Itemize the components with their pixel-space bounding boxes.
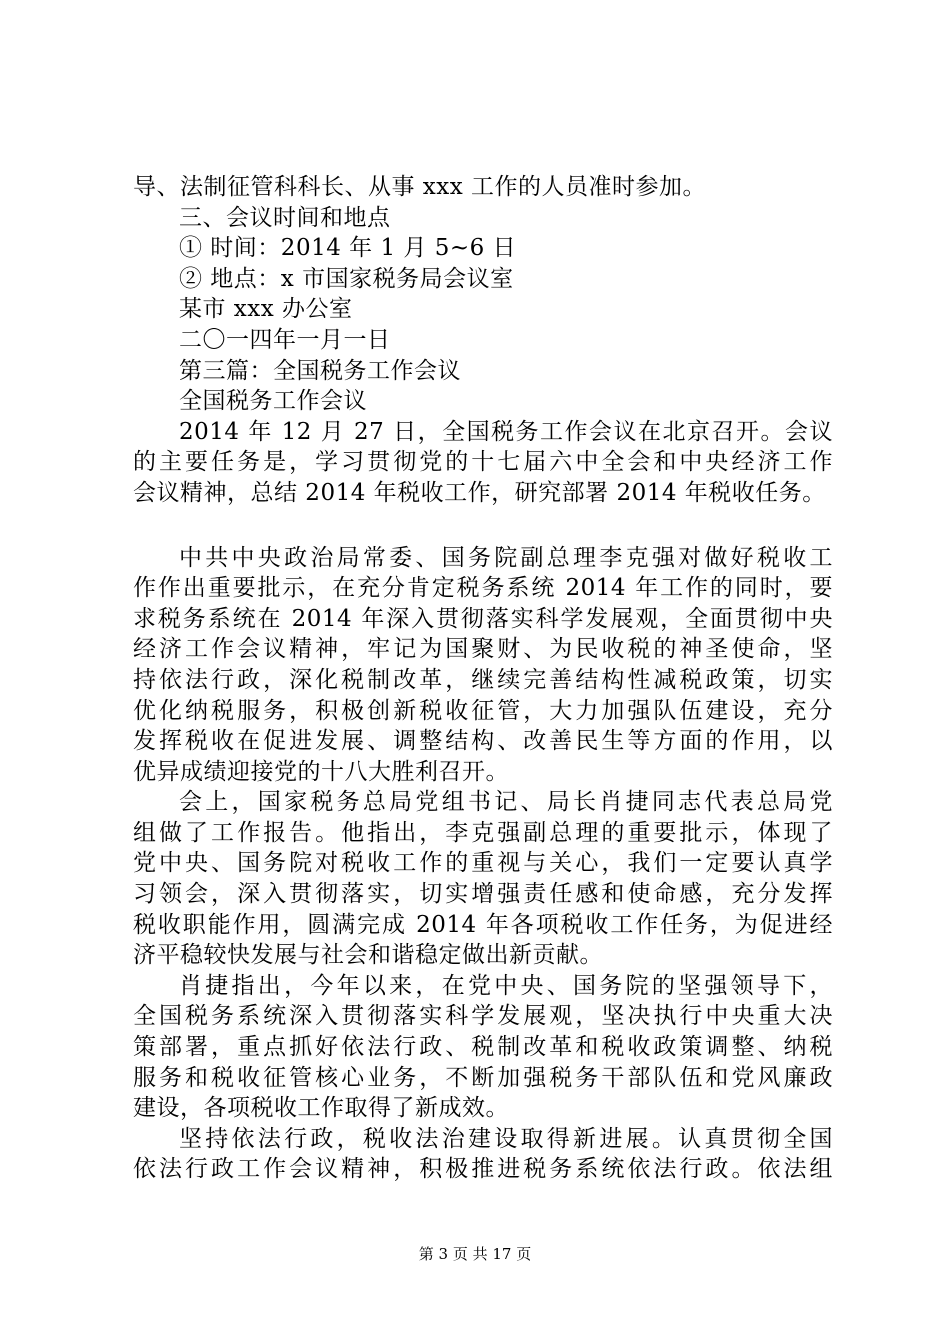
text-line: 会议精神，总结 2014 年税收工作，研究部署 2014 年税收任务。	[133, 479, 826, 506]
text-line: 导、法制征管科科长、从事 xxx 工作的人员准时参加。	[133, 174, 707, 200]
article-title: 全国税务工作会议	[179, 388, 367, 415]
section-heading: 三、会议时间和地点	[179, 204, 391, 231]
text-line: 求税务系统在 2014 年深入贯彻落实科学发展观，全面贯彻中央	[133, 605, 833, 632]
text-line: 组做了工作报告。他指出，李克强副总理的重要批示，体现了	[133, 819, 833, 846]
page-footer: 第 3 页 共 17 页	[418, 1245, 532, 1263]
text-line: 全国税务系统深入贯彻落实科学发展观，坚决执行中央重大决	[133, 1003, 833, 1030]
text-line: 2014 年 12 月 27 日，全国税务工作会议在北京召开。会议	[179, 418, 833, 445]
text-line: 优异成绩迎接党的十八大胜利召开。	[133, 758, 509, 785]
meeting-location: ② 地点：x 市国家税务局会议室	[179, 265, 514, 292]
text-line: 的主要任务是，学习贯彻党的十七届六中全会和中央经济工作	[133, 449, 833, 476]
text-line: 会上，国家税务总局党组书记、局长肖捷同志代表总局党	[179, 789, 833, 816]
text-line: 坚持依法行政，税收法治建设取得新进展。认真贯彻全国	[179, 1125, 833, 1152]
text-line: 经济工作会议精神，牢记为国聚财、为民收税的神圣使命，坚	[133, 636, 833, 663]
issuer: 某市 xxx 办公室	[179, 296, 353, 323]
paragraph-2	[133, 543, 833, 788]
text-line: 中共中央政治局常委、国务院副总理李克强对做好税收工	[179, 544, 833, 571]
paragraph-spacer	[133, 509, 833, 543]
issue-date: 二〇一四年一月一日	[179, 326, 391, 353]
text-line: 策部署，重点抓好依法行政、税制改革和税收政策调整、纳税	[133, 1034, 833, 1061]
text-line: 济平稳较快发展与社会和谐稳定做出新贡献。	[133, 942, 603, 969]
paragraph-4	[133, 971, 833, 1124]
text-line: 优化纳税服务，积极创新税收征管，大力加强队伍建设，充分	[133, 697, 833, 724]
text-line: 作作出重要批示，在充分肯定税务系统 2014 年工作的同时，要	[133, 575, 833, 602]
meeting-time: ① 时间：2014 年 1 月 5~6 日	[179, 235, 517, 262]
text-line: 依法行政工作会议精神，积极推进税务系统依法行政。依法组	[133, 1156, 833, 1183]
text-line: 服务和税收征管核心业务，不断加强税务干部队伍和党风廉政	[133, 1064, 833, 1091]
text-line: 肖捷指出，今年以来，在党中央、国务院的坚强领导下，	[179, 972, 833, 999]
document-body	[133, 172, 833, 1185]
text-line: 发挥税收在促进发展、调整结构、改善民生等方面的作用，以	[133, 728, 833, 755]
paragraph-3	[133, 787, 833, 971]
chapter-title: 第三篇：全国税务工作会议	[179, 357, 461, 384]
paragraph-1	[133, 417, 833, 509]
paragraph-5	[133, 1124, 833, 1185]
text-line: 习领会，深入贯彻落实，切实增强责任感和使命感，充分发挥	[133, 881, 833, 908]
text-line: 建设，各项税收工作取得了新成效。	[133, 1095, 509, 1122]
text-line: 税收职能作用，圆满完成 2014 年各项税收工作任务，为促进经	[133, 911, 833, 938]
text-line: 持依法行政，深化税制改革，继续完善结构性减税政策，切实	[133, 666, 833, 693]
text-line: 党中央、国务院对税收工作的重视与关心，我们一定要认真学	[133, 850, 833, 877]
